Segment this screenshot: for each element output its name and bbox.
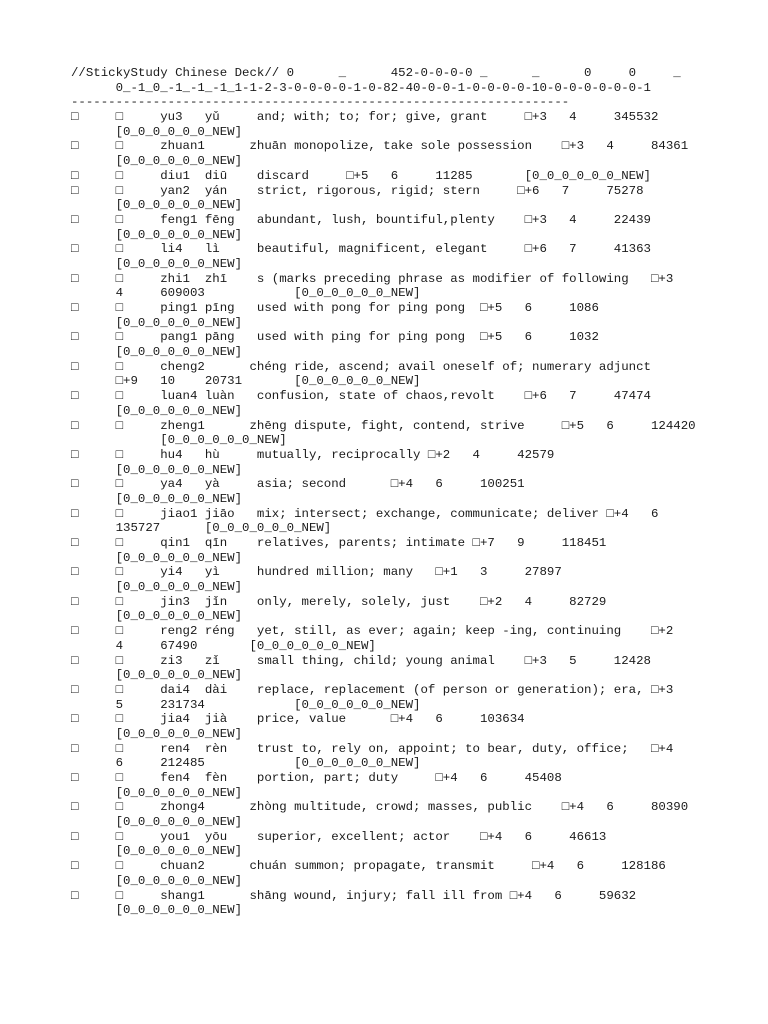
text-line: □ □ qin1 qīn relatives, parents; intimate □+7 9 118451 bbox=[71, 536, 607, 550]
text-line: □ □ jin3 jǐn only, merely, solely, just □+2 4 82729 bbox=[71, 594, 607, 609]
text-line: [0_0_0_0_0_0_NEW] bbox=[71, 668, 243, 683]
text-line: □ □ zi3 zǐ small thing, child; young animal □+3 5 12428 bbox=[71, 653, 651, 668]
text-line: □ □ yi4 yì hundred million; many □+1 3 27897 bbox=[71, 565, 562, 580]
text-line: □ □ zheng1 zhēng dispute, fight, contend, strive □+5 6 124420 bbox=[71, 418, 696, 433]
text-line: [0_0_0_0_0_0_NEW] bbox=[71, 198, 243, 213]
text-line: [0_0_0_0_0_0_NEW] bbox=[71, 844, 243, 859]
text-line: □ □ yu3 yǔ and; with; to; for; give, grant □+3 4 345532 bbox=[71, 110, 659, 125]
deck-header-line: //StickyStudy Chinese Deck// 0 _ 452-0-0-0-0 _ _ 0 0 _ bbox=[71, 66, 681, 80]
text-line: [0_0_0_0_0_0_NEW] bbox=[71, 403, 243, 418]
text-line: □ □ ping1 pīng used with pong for ping pong □+5 6 1086 bbox=[71, 301, 599, 315]
text-line: 135727 [0_0_0_0_0_0_NEW] bbox=[71, 521, 332, 536]
text-line: [0_0_0_0_0_0_NEW] bbox=[71, 873, 243, 888]
text-line: [0_0_0_0_0_0_NEW] bbox=[71, 256, 243, 271]
text-line: □ □ shang1 shāng wound, injury; fall ill from □+4 6 59632 bbox=[71, 888, 637, 903]
text-line: 4 609003 [0_0_0_0_0_0_NEW] bbox=[71, 286, 421, 301]
text-line: □ □ ya4 yà asia; second □+4 6 100251 bbox=[71, 477, 525, 492]
text-line: □ □ diu1 diū discard □+5 6 11285 [0_0_0_0_0_0_NEW] bbox=[71, 168, 651, 183]
text-line: [0_0_0_0_0_0_NEW] bbox=[71, 433, 287, 448]
text-line: 5 231734 [0_0_0_0_0_0_NEW] bbox=[71, 697, 421, 712]
text-line: [0_0_0_0_0_0_NEW] bbox=[71, 124, 243, 139]
text-line: □ □ ren4 rèn trust to, rely on, appoint; to bear, duty, office; □+4 bbox=[71, 741, 674, 756]
text-line: [0_0_0_0_0_0_NEW] bbox=[71, 462, 243, 477]
text-line: [0_0_0_0_0_0_NEW] bbox=[71, 609, 243, 624]
text-line: [0_0_0_0_0_0_NEW] bbox=[71, 726, 243, 741]
text-line: □ □ you1 yōu superior, excellent; actor □+4 6 46613 bbox=[71, 829, 607, 844]
text-line: □ □ dai4 dài replace, replacement (of person or generation); era, □+3 bbox=[71, 682, 674, 697]
text-line: [0_0_0_0_0_0_NEW] bbox=[71, 154, 243, 169]
text-line: [0_0_0_0_0_0_NEW] bbox=[71, 345, 243, 360]
text-line: 6 212485 [0_0_0_0_0_0_NEW] bbox=[71, 756, 421, 771]
text-line: □ □ chuan2 chuán summon; propagate, transmit □+4 6 128186 bbox=[71, 859, 666, 874]
text-line: □+9 10 20731 [0_0_0_0_0_0_NEW] bbox=[71, 374, 421, 389]
text-line: □ □ reng2 réng yet, still, as ever; again; keep -ing, continuing □+2 bbox=[71, 624, 674, 639]
text-line: □ □ zhuan1 zhuān monopolize, take sole possession □+3 4 84361 bbox=[71, 139, 689, 154]
text-line: □ □ jiao1 jiāo mix; intersect; exchange, communicate; deliver □+4 6 bbox=[71, 506, 659, 521]
text-line: [0_0_0_0_0_0_NEW] bbox=[71, 550, 243, 565]
text-line: □ □ pang1 pāng used with ping for ping pong □+5 6 1032 bbox=[71, 330, 599, 345]
text-line: [0_0_0_0_0_0_NEW] bbox=[71, 815, 243, 830]
text-line: [0_0_0_0_0_0_NEW] bbox=[71, 785, 243, 800]
document-body bbox=[71, 66, 768, 918]
text-line: □ □ jia4 jià price, value □+4 6 103634 bbox=[71, 712, 525, 727]
text-line: [0_0_0_0_0_0_NEW] bbox=[71, 580, 243, 595]
text-line: [0_0_0_0_0_0_NEW] bbox=[71, 227, 243, 242]
text-line: [0_0_0_0_0_0_NEW] bbox=[71, 491, 243, 506]
divider-line: ------------------------------------------------------------------- bbox=[71, 95, 570, 110]
text-line: [0_0_0_0_0_0_NEW] bbox=[71, 315, 243, 330]
text-line: 4 67490 [0_0_0_0_0_0_NEW] bbox=[71, 638, 376, 653]
text-line: □ □ yan2 yán strict, rigorous, rigid; stern □+6 7 75278 bbox=[71, 183, 644, 198]
text-line: □ □ luan4 luàn confusion, state of chaos,revolt □+6 7 47474 bbox=[71, 389, 651, 404]
text-line: [0_0_0_0_0_0_NEW] bbox=[71, 903, 243, 918]
text-line: □ □ li4 lì beautiful, magnificent, elegant □+6 7 41363 bbox=[71, 242, 651, 257]
text-line: □ □ feng1 fēng abundant, lush, bountiful,plenty □+3 4 22439 bbox=[71, 212, 651, 227]
text-line: □ □ fen4 fèn portion, part; duty □+4 6 45408 bbox=[71, 771, 562, 785]
text-line: □ □ zhi1 zhī s (marks preceding phrase as modifier of following □+3 bbox=[71, 271, 674, 286]
text-line: □ □ cheng2 chéng ride, ascend; avail oneself of; numerary adjunct bbox=[71, 359, 651, 374]
text-line: □ □ zhong4 zhòng multitude, crowd; masses, public □+4 6 80390 bbox=[71, 800, 689, 815]
deck-header-stats-line: 0_-1_0_-1_-1_-1_1-1-2-3-0-0-0-0-1-0-82-40-0-0-1-0-0-0-0-10-0-0-0-0-0-0-1 bbox=[71, 80, 651, 95]
text-line: □ □ hu4 hù mutually, reciprocally □+2 4 42579 bbox=[71, 447, 555, 462]
